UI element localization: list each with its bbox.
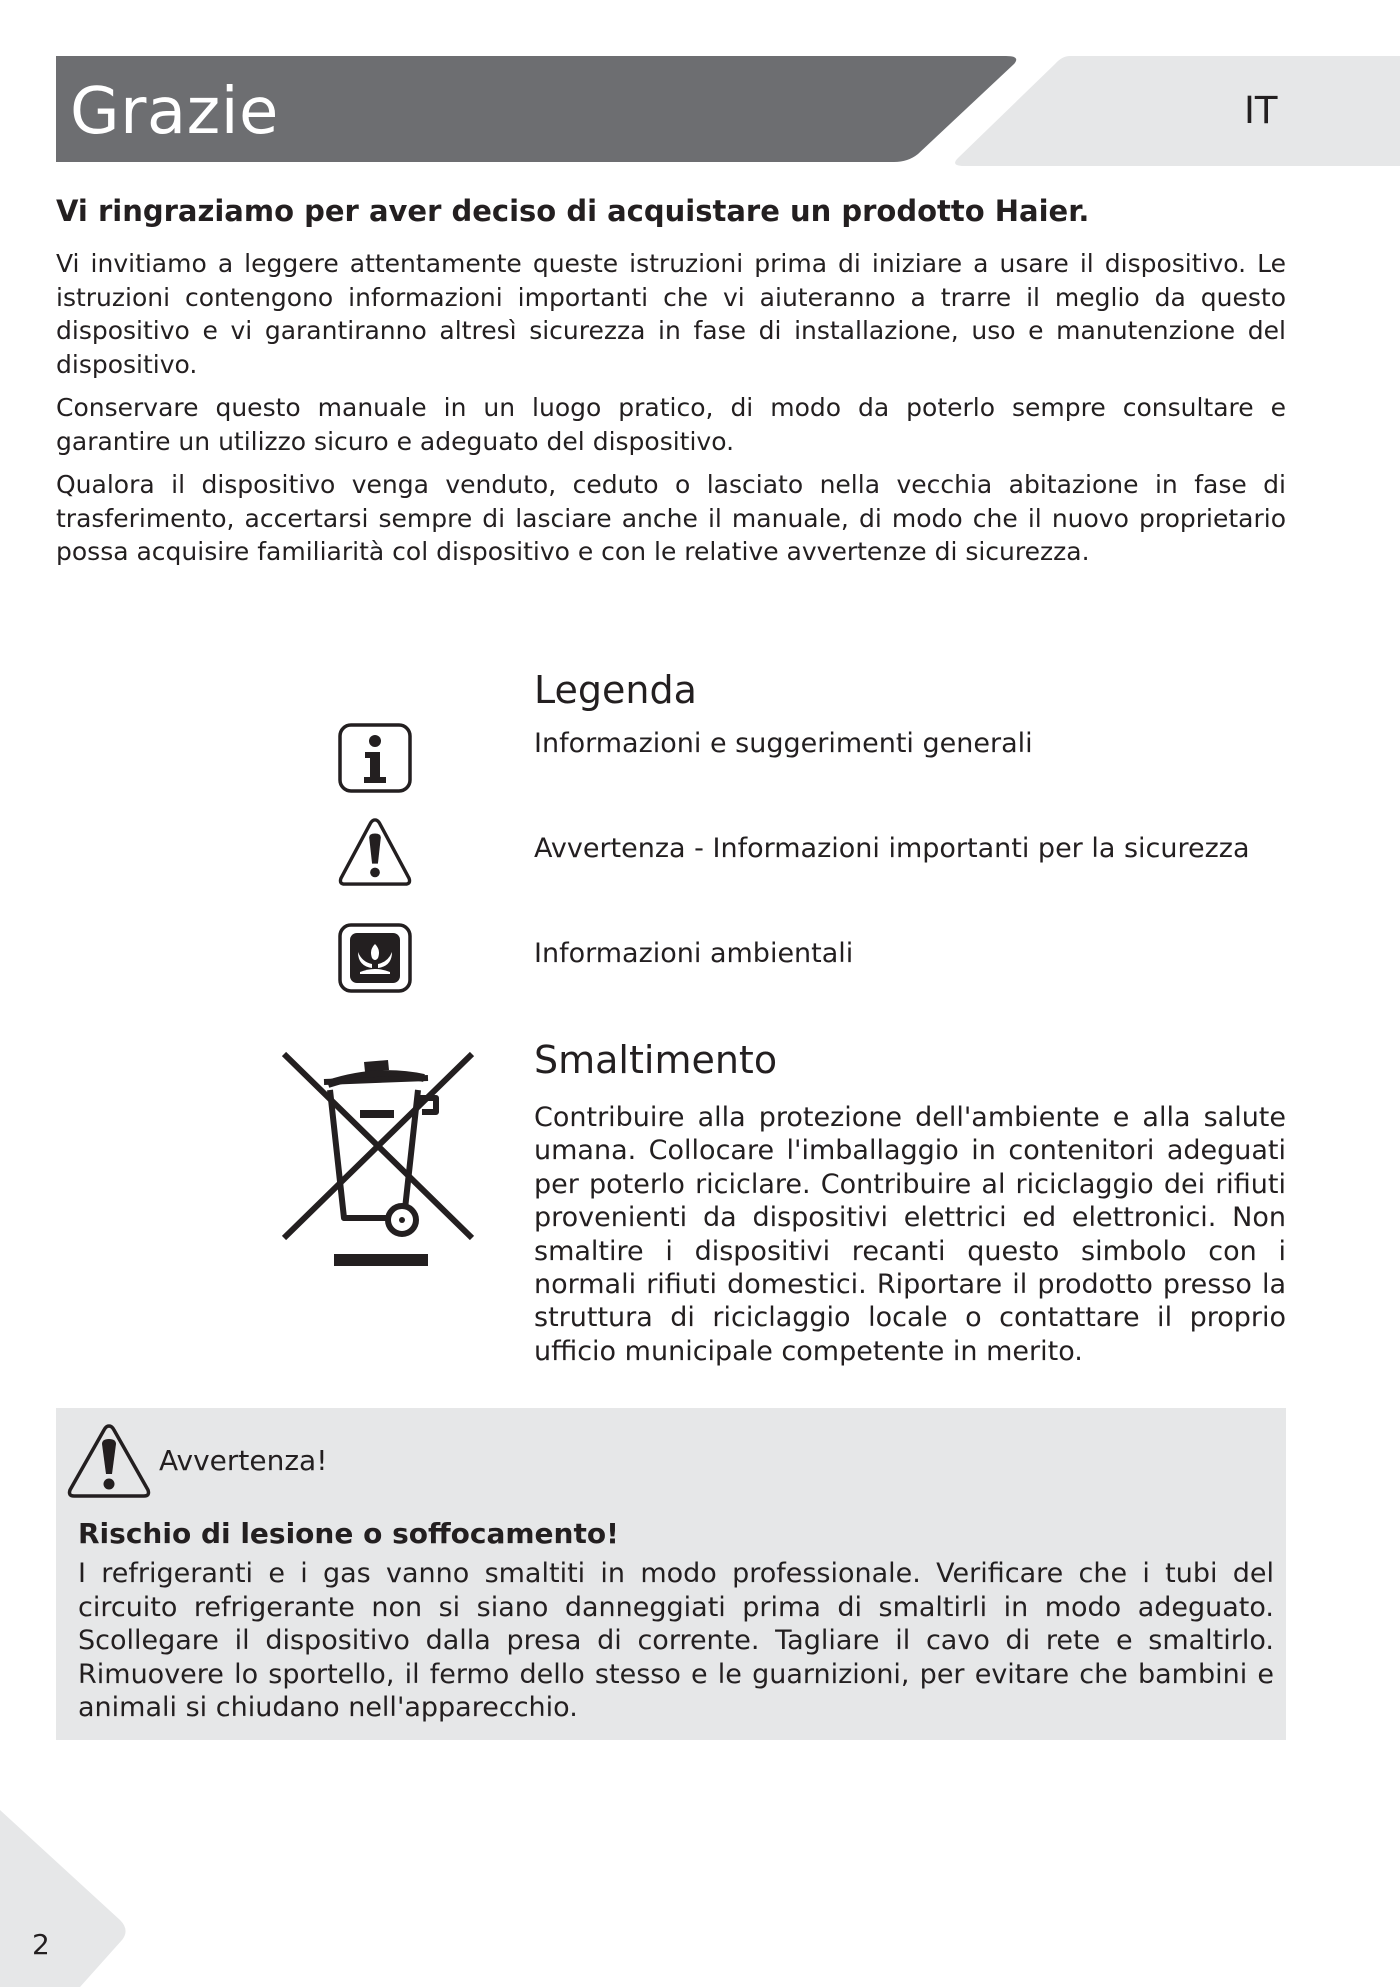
legend-item-environment-label: Informazioni ambientali: [534, 938, 854, 969]
warning-icon: [66, 1422, 152, 1500]
page-number: 2: [32, 1928, 50, 1961]
intro-paragraph: Vi invitiamo a leggere attentamente queste istruzioni prima di iniziare a usare il dispositivo. Le istruzioni contengono informazioni importanti che vi aiuteranno a trarre il meglio da questo dispositivo e vi garantiranno altresì sicurezza in fase di installazione, uso e manutenzione del dispositivo.: [56, 249, 1286, 379]
language-tab: [950, 56, 1400, 166]
warning-label: Avvertenza!: [159, 1444, 328, 1477]
warning-body: I refrigeranti e i gas vanno smaltiti in modo professionale. Verificare che i tubi del circuito refrigerante non si siano danneggiati prima di smaltirli in modo adeguato. Scollegare il dispositivo dalla presa di corrente. Tagliare il cavo di rete e smaltirlo. Rimuovere lo sportello, il fermo dello stesso e le guarnizioni, per evitare che bambini e animali si chiudano nell'apparecchio.: [78, 1558, 1274, 1723]
page-title: Grazie: [70, 75, 279, 149]
disposal-body: Contribuire alla protezione dell'ambiente e alla salute umana. Collocare l'imballaggio in contenitori adeguati per poterlo riciclare. Contribuire al riciclaggio dei rifiuti provenienti da dispositivi elettrici ed elettronici. Non smaltire i dispositivi recanti questo simbolo con i normali rifiuti domestici. Riportare il prodotto presso la struttura di riciclaggio locale o contattare il proprio ufficio municipale competente in merito.: [534, 1102, 1286, 1367]
legend-title: Legenda: [534, 668, 697, 712]
intro-body: [56, 247, 1286, 579]
page-corner-tab: [0, 1810, 130, 1987]
intro-heading: Vi ringraziamo per aver deciso di acquistare un prodotto Haier.: [56, 194, 1090, 228]
warning-icon: [336, 816, 414, 888]
environment-icon: [336, 922, 414, 994]
legend-item-warning-label: Avvertenza - Informazioni importanti per la sicurezza: [534, 833, 1250, 864]
intro-paragraph: Conservare questo manuale in un luogo pratico, di modo da poterlo sempre consultare e garantire un utilizzo sicuro e adeguato del dispositivo.: [56, 393, 1286, 456]
crossed-out-bin-icon: [278, 1048, 478, 1270]
intro-paragraph: Qualora il dispositivo venga venduto, ceduto o lasciato nella vecchia abitazione in fase di trasferimento, accertarsi sempre di lasciare anche il manuale, di modo che il nuovo proprietario possa acquisire familiarità col dispositivo e con le relative avvertenze di sicurezza.: [56, 470, 1286, 566]
warning-heading: Rischio di lesione o soffocamento!: [78, 1517, 619, 1550]
language-code: IT: [1244, 89, 1278, 132]
info-icon: [336, 722, 414, 794]
disposal-title: Smaltimento: [534, 1038, 778, 1082]
legend-item-info-label: Informazioni e suggerimenti generali: [534, 728, 1033, 759]
